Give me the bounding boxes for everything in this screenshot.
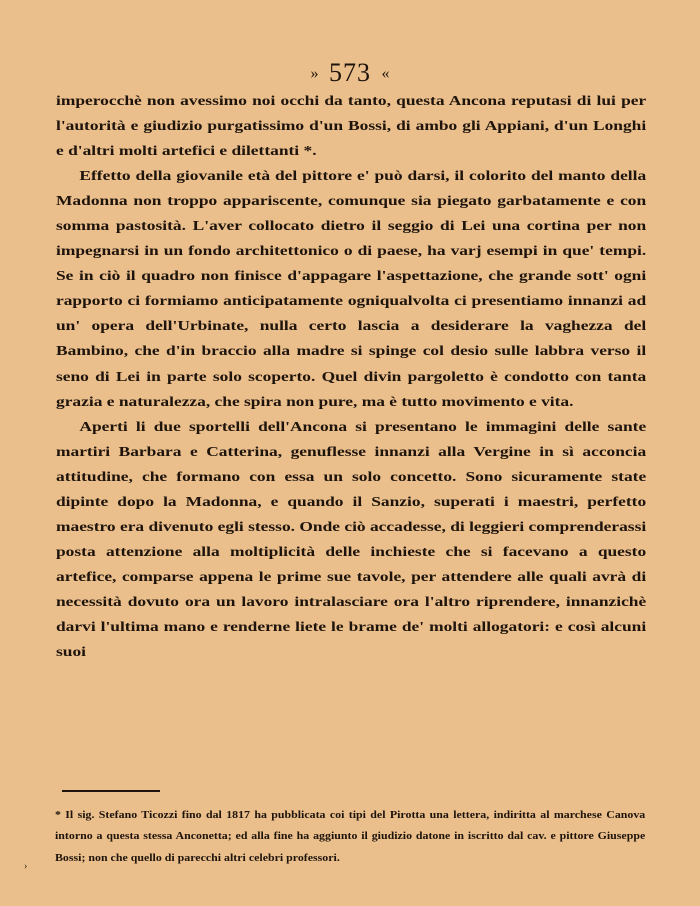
paragraph: Aperti li due sportelli dell'Ancona si presentano le immagini delle sante martiri Barbara e Catterina, genuflesse innanzi alla Vergine in sì acconcia attitudine, che formano con essa un solo concetto. Sono sicuramente state dipinte dopo la Madonna, e quando il Sanzio, superati i maestri, perfetto maestro era divenuto egli stesso. Onde ciò accadesse, di leggieri comprenderassi posta attenzione alla moltiplicità delle inchieste che si facevano a questo artefice, comparse appena le prime sue tavole, per attendere alle quali avrà di necessità dovuto ora un lavoro intralasciare ora l'altro riprendere, innanzichè darvi l'ultima mano e renderne liete le brame de' molti allogatori: e così alcuni suoi bbox=[56, 418, 647, 660]
main-text bbox=[56, 88, 646, 664]
paragraph: Effetto della giovanile età del pittore e' può darsi, il colorito del manto della Madonna non troppo appariscente, comunque sia piegato garbatamente e con somma pastosità. L'aver collocato dietro il seggio di Lei una cortina per non impegnarsi in un fondo architettonico o di paese, ha varj esempi in que' tempi. Se in ciò il quadro non finisce d'appagare l'aspettazione, che grande sott' ogni rapporto ci formiamo anticipatamente ogniqualvolta ci presentiamo innanzi ad un' opera dell'Urbinate, nulla certo lascia a desiderare la vaghezza del Bambino, che d'in braccio alla madre si spinge col desio sulle labbra verso il seno di Lei in parte solo scoperto. Quel divin pargoletto è condotto con tanta grazia e naturalezza, che spira non pure, ma è tutto movimento e vita. bbox=[56, 168, 647, 409]
footnote-separator bbox=[62, 790, 160, 792]
margin-mark: › bbox=[24, 861, 28, 872]
page-number: 573 bbox=[329, 58, 371, 87]
page-header bbox=[0, 58, 700, 89]
left-ornament: » bbox=[310, 65, 319, 82]
paragraph-continued: imperocchè non avessimo noi occhi da tanto, questa Ancona reputasi di lui per l'autorità e giudizio purgatissimo d'un Bossi, di ambo gli Appiani, d'un Longhi e d'altri molti artefici e dilettanti *. bbox=[56, 93, 647, 159]
right-ornament: « bbox=[381, 65, 390, 82]
footnote-text: * Il sig. Stefano Ticozzi fino dal 1817 ha pubblicata coi tipi del Pirotta una lettera, indiritta al marchese Canova intorno a questa stessa Anconetta; ed alla fine ha aggiunto il giudizio datone in iscritto dal cav. e pittore Giuseppe Bossi; non che quello di parecchi altri celebri professori. bbox=[55, 810, 646, 864]
footnote bbox=[55, 805, 645, 869]
